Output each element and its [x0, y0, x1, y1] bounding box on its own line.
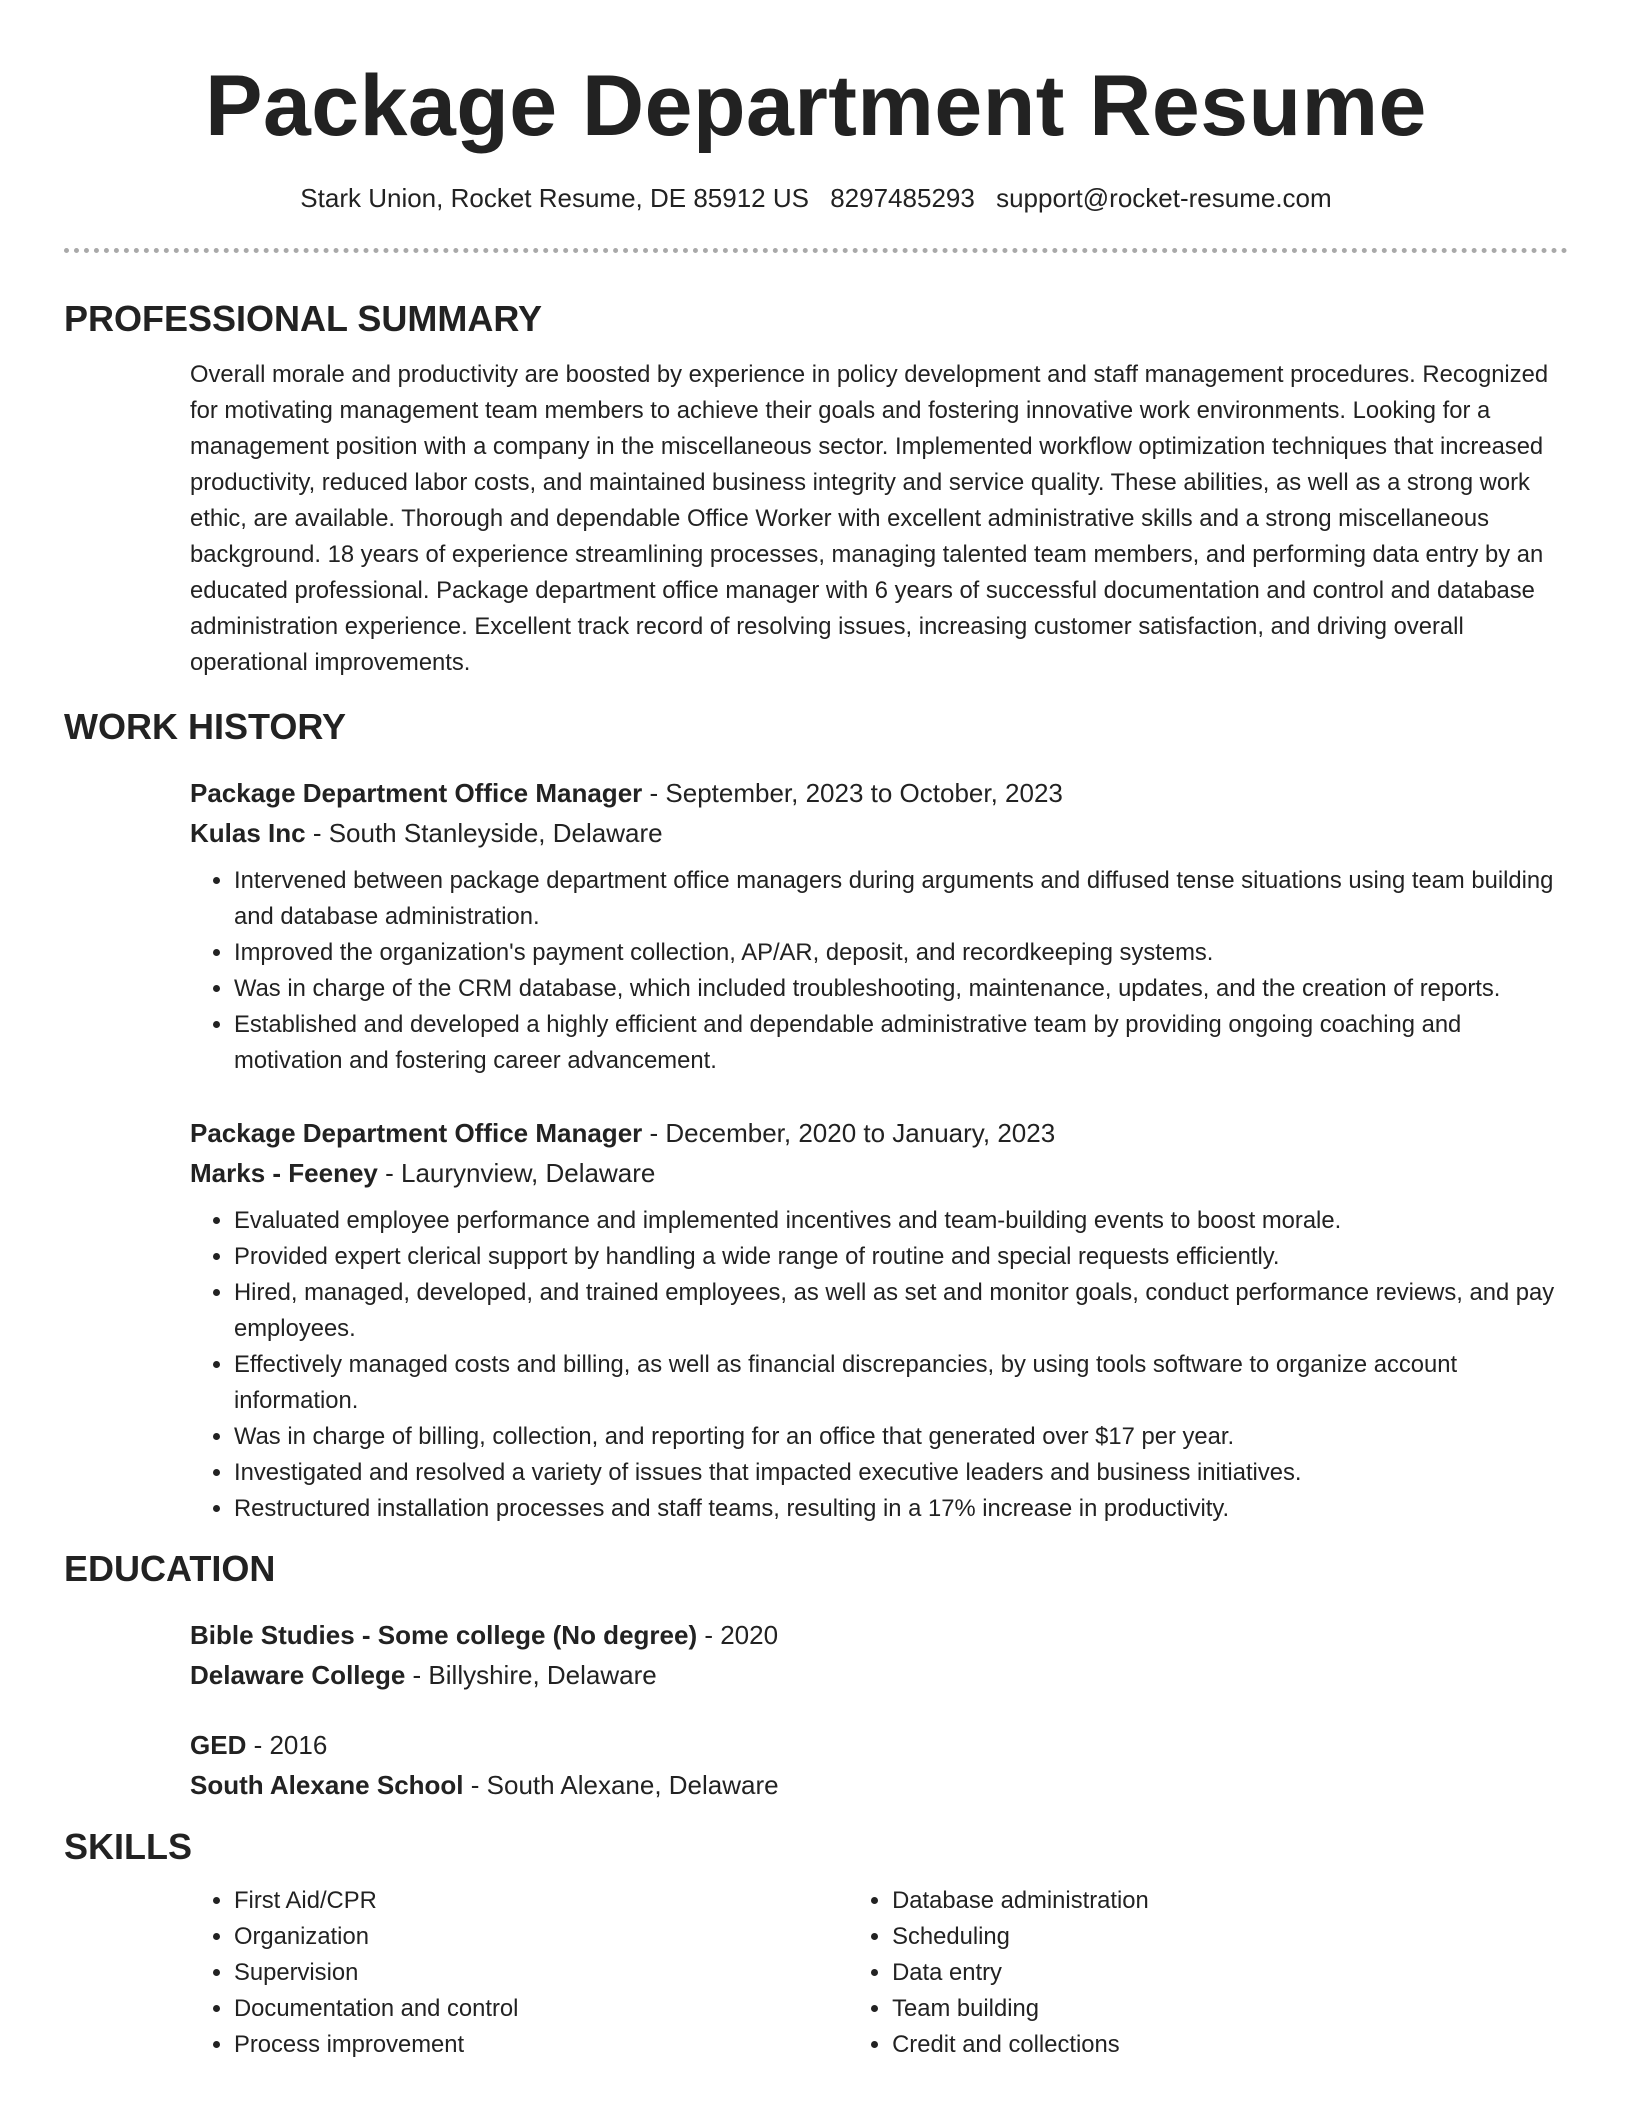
job-title: Package Department Office Manager [190, 777, 643, 808]
education-school-line [190, 1655, 1568, 1695]
contact-phone: 8297485293 [830, 183, 975, 213]
job-company-line [190, 1153, 1568, 1193]
skill-item: • First Aid/CPR [234, 1883, 848, 1919]
education-location: - Billyshire, Delaware [405, 1659, 657, 1690]
job-bullet: • Was in charge of billing, collection, and reporting for an office that generated over $17 per year. [234, 1419, 1568, 1455]
education-degree: GED [190, 1729, 247, 1760]
job-bullet: • Established and developed a highly efficient and dependable administrative team by providing ongoing coaching and motivation and fostering career advancement. [234, 1007, 1568, 1079]
job-bullet: • Effectively managed costs and billing, as well as financial discrepancies, by using tools software to organize account information. [234, 1347, 1568, 1419]
education-school-line [190, 1765, 1568, 1805]
work-history-heading: WORK HISTORY [64, 705, 347, 747]
job-bullet: • Hired, managed, developed, and trained employees, as well as set and monitor goals, conduct performance reviews, and pay employees. [234, 1275, 1568, 1347]
job-location: - Laurynview, Delaware [377, 1157, 656, 1188]
skill-item: • Scheduling [892, 1919, 1568, 1955]
job-title: Package Department Office Manager [190, 1117, 643, 1148]
job-bullet: • Restructured installation processes and staff teams, resulting in a 17% increase in productivity. [234, 1491, 1568, 1527]
contact-line [64, 180, 1568, 216]
page-title: Package Department Resume [205, 58, 1427, 154]
job-bullet: • Improved the organization's payment collection, AP/AR, deposit, and recordkeeping systems. [234, 935, 1568, 971]
job-company: Kulas Inc [190, 817, 306, 848]
skills-list [190, 1883, 1568, 2063]
job-title-line [190, 773, 1568, 813]
job-bullet: • Investigated and resolved a variety of issues that impacted executive leaders and business initiatives. [234, 1455, 1568, 1491]
education-degree: Bible Studies - Some college (No degree) [190, 1619, 698, 1650]
skill-item: • Data entry [892, 1955, 1568, 1991]
skills-heading: SKILLS [64, 1825, 193, 1867]
job-entry [190, 1113, 1568, 1527]
skill-item: • Credit and collections [892, 2027, 1568, 2063]
job-dates: - September, 2023 to October, 2023 [642, 777, 1063, 808]
skill-item: • Team building [892, 1991, 1568, 2027]
job-bullet: • Was in charge of the CRM database, which included troubleshooting, maintenance, updates, and the creation of reports. [234, 971, 1568, 1007]
education-location: - South Alexane, Delaware [463, 1769, 779, 1800]
summary-heading: PROFESSIONAL SUMMARY [64, 298, 543, 339]
education-school: South Alexane School [190, 1769, 464, 1800]
education-year: - 2016 [246, 1729, 328, 1760]
job-entry [190, 773, 1568, 1079]
contact-email: support@rocket-resume.com [996, 183, 1332, 213]
job-dates: - December, 2020 to January, 2023 [642, 1117, 1056, 1148]
header-divider [64, 248, 1568, 253]
job-bullet: • Evaluated employee performance and implemented incentives and team-building events to boost morale. [234, 1203, 1568, 1239]
education-school: Delaware College [190, 1659, 406, 1690]
education-year: - 2020 [697, 1619, 779, 1650]
skill-item: • Documentation and control [234, 1991, 848, 2027]
contact-address: Stark Union, Rocket Resume, DE 85912 US [300, 183, 809, 213]
job-bullets [190, 1203, 1568, 1527]
education-entry [190, 1615, 1568, 1695]
job-title-line [190, 1113, 1568, 1153]
skill-item: • Process improvement [234, 2027, 848, 2063]
skill-item: • Organization [234, 1919, 848, 1955]
job-bullets [190, 863, 1568, 1079]
job-company-line [190, 813, 1568, 853]
skills-column-right [848, 1883, 1568, 2063]
education-degree-line [190, 1615, 1568, 1655]
education-heading: EDUCATION [64, 1547, 276, 1589]
skill-item: • Database administration [892, 1883, 1568, 1919]
skills-column-left [190, 1883, 848, 2063]
job-company: Marks - Feeney [190, 1157, 378, 1188]
summary-text: Overall morale and productivity are boosted by experience in policy development and staff management procedures. Recognized for motivating management team members to achieve their goals and fostering innovative work environments. Looking for a management position with a company in the miscellaneous sector. Implemented workflow optimization techniques that increased productivity, reduced labor costs, and maintained business integrity and service quality. These abilities, as well as a strong work ethic, are available. Thorough and dependable Office Worker with excellent administrative skills and a strong miscellaneous background. 18 years of experience streamlining processes, managing talented team members, and performing data entry by an educated professional. Package department office manager with 6 years of successful documentation and control and database administration experience. Excellent track record of resolving issues, increasing customer satisfaction, and driving overall operational improvements. [190, 361, 1549, 676]
job-bullet: • Provided expert clerical support by handling a wide range of routine and special requests efficiently. [234, 1239, 1568, 1275]
skill-item: • Supervision [234, 1955, 848, 1991]
job-bullet: • Intervened between package department office managers during arguments and diffused tense situations using team building and database administration. [234, 863, 1568, 935]
resume-page [64, 0, 1568, 2063]
education-entry [190, 1725, 1568, 1805]
job-location: - South Stanleyside, Delaware [305, 817, 663, 848]
education-degree-line [190, 1725, 1568, 1765]
